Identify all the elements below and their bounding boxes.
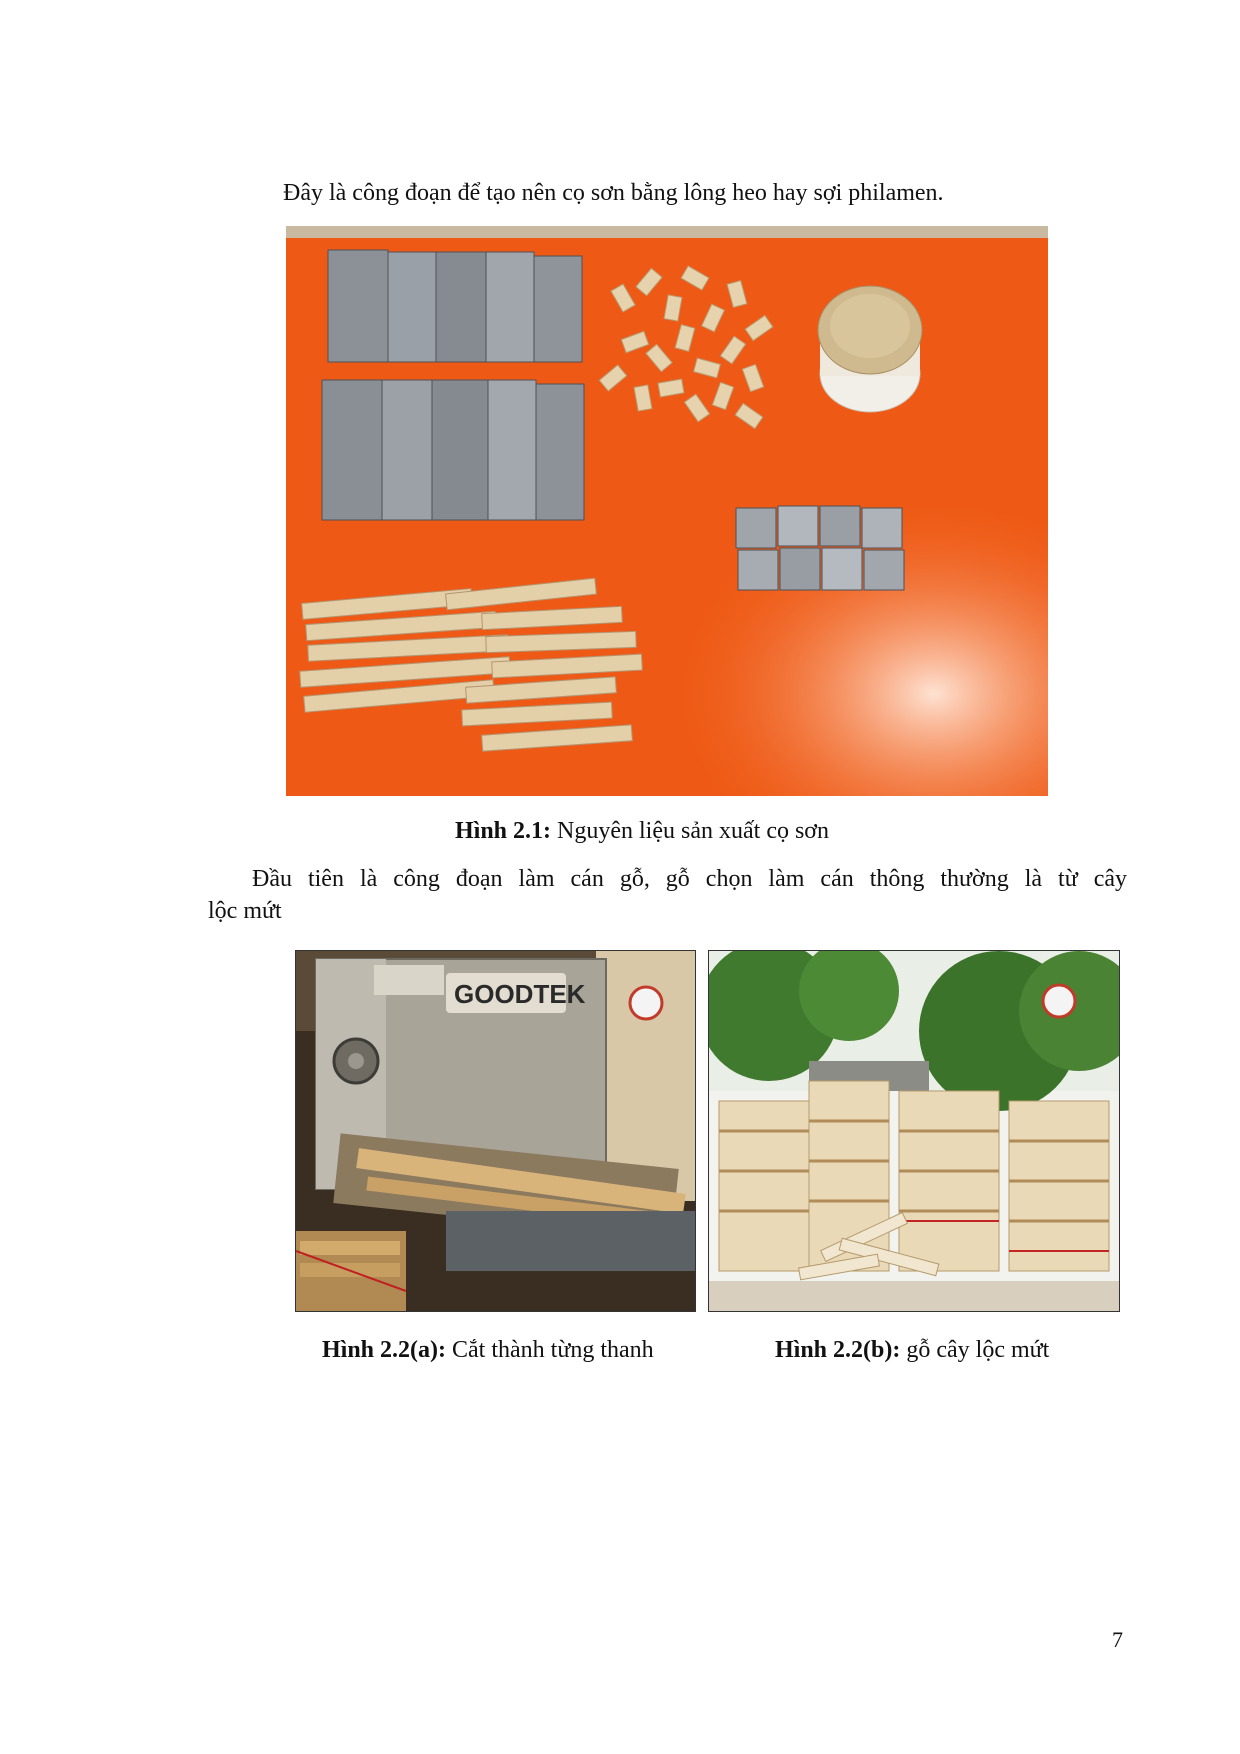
figure-2a-caption-label: Hình 2.2(a): [322, 1337, 447, 1363]
metal-ferrules-large [322, 250, 584, 520]
figure-2b-caption-text: gỗ cây lộc mứt [900, 1337, 1050, 1363]
figure-2b-caption-label: Hình 2.2(b): [775, 1337, 901, 1363]
figure-1-caption-text: Nguyên liệu sản xuất cọ sơn [551, 818, 829, 844]
figure-wood-pile-photo [708, 950, 1120, 1312]
figure-cutting-machine-photo [295, 950, 696, 1312]
figure-raw-materials-photo [286, 226, 1048, 796]
figure-2a-caption [322, 1335, 654, 1365]
page-number: 7 [1112, 1627, 1123, 1652]
bristle-bundle [818, 286, 922, 412]
paragraph-line-1: Đầu tiên là công đoạn làm cán gỗ, gỗ chọn làm cán thông thường là từ cây [252, 866, 1127, 892]
goodtek-logo: GOODTEK [454, 979, 586, 1009]
figure-1-caption [455, 816, 829, 846]
intro-text: Đây là công đoạn để tạo nên cọ sơn bằng lông heo hay sợi philamen. [283, 180, 944, 206]
figure-2a-caption-text: Cắt thành từng thanh [446, 1337, 654, 1363]
metal-ferrules-small [736, 506, 904, 590]
paragraph-line-2: lộc mứt [208, 898, 282, 924]
figure-2b-caption [775, 1335, 1049, 1365]
figure-1-caption-label: Hình 2.1: [455, 818, 552, 844]
